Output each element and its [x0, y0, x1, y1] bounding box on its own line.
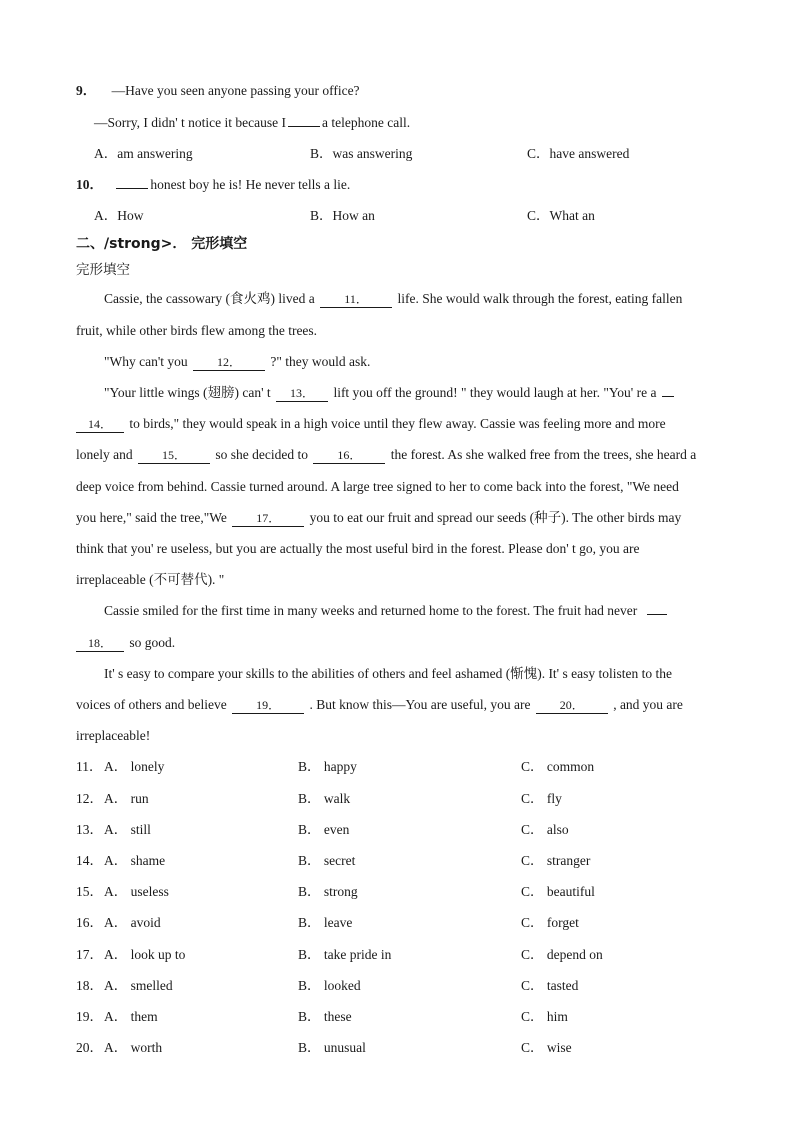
- option-row-15: [76, 882, 756, 902]
- option-a[interactable]: A． shame: [104, 853, 166, 868]
- option-c[interactable]: C． forget: [521, 915, 579, 930]
- option-number: 18．: [76, 978, 103, 993]
- option-row-12: [76, 789, 756, 809]
- passage-line-14: [76, 695, 756, 715]
- option-c[interactable]: C． stranger: [521, 853, 591, 868]
- option-a[interactable]: A． useless: [104, 884, 169, 899]
- option-b[interactable]: B． leave: [298, 915, 353, 930]
- option-c[interactable]: C． wise: [521, 1040, 572, 1055]
- option-a[interactable]: A． smelled: [104, 978, 173, 993]
- option-b[interactable]: B． walk: [298, 791, 351, 806]
- option-a[interactable]: A． run: [104, 791, 149, 806]
- passage-line-3: [104, 352, 756, 372]
- q10-option-b[interactable]: B．How an: [310, 208, 375, 223]
- passage-text: , and you are: [613, 697, 683, 712]
- option-row-13: [76, 820, 756, 840]
- q10-prompt: honest boy he is! He never tells a lie.: [150, 177, 351, 192]
- passage-line-4: [104, 383, 756, 403]
- q9-option-c[interactable]: C．have answered: [527, 146, 630, 161]
- passage-text: so good.: [129, 635, 176, 650]
- option-a[interactable]: A． them: [104, 1009, 158, 1024]
- option-number: 15．: [76, 884, 103, 899]
- blank-14-start: [662, 396, 674, 397]
- option-b[interactable]: B． take pride in: [298, 947, 392, 962]
- option-c[interactable]: C． tasted: [521, 978, 579, 993]
- passage-text: Cassie smiled for the first time in many weeks and returned home to the forest. The fruit had never: [104, 603, 638, 618]
- option-c[interactable]: C． common: [521, 759, 595, 774]
- blank-17[interactable]: 17．: [232, 510, 304, 527]
- passage-text: lift you off the ground! " they would laugh at her. "You' re a: [333, 385, 657, 400]
- option-b[interactable]: B． looked: [298, 978, 361, 993]
- blank-15[interactable]: 15．: [138, 447, 210, 464]
- q9-option-b[interactable]: B．was answering: [310, 146, 413, 161]
- passage-line-8: [76, 508, 756, 528]
- option-number: 12．: [76, 791, 103, 806]
- q9-line2: [94, 113, 774, 133]
- option-b[interactable]: B． even: [298, 822, 350, 837]
- q9-line2-pre: —Sorry, I didn' t notice it because I: [94, 115, 287, 130]
- section-subheading: 完形填空: [76, 262, 130, 278]
- blank-12[interactable]: 12．: [193, 354, 265, 371]
- blank-18-start: [647, 614, 667, 615]
- option-number: 13．: [76, 822, 103, 837]
- option-b[interactable]: B． happy: [298, 759, 357, 774]
- option-row-11: [76, 757, 756, 777]
- option-number: 20．: [76, 1040, 103, 1055]
- option-a[interactable]: A． worth: [104, 1040, 163, 1055]
- passage-line-12: [76, 633, 756, 653]
- passage-text: lonely and: [76, 447, 133, 462]
- passage-text: you to eat our fruit and spread our seeds (种子). The other birds may: [309, 510, 682, 525]
- passage-text: to birds," they would speak in a high voice until they flew away. Cassie was feeling more and more: [129, 416, 666, 431]
- option-row-20: [76, 1038, 756, 1058]
- passage-text: so she decided to: [215, 447, 308, 462]
- passage-text: the forest. As she walked free from the trees, she heard a: [390, 447, 697, 462]
- passage-line-15: irreplaceable!: [76, 728, 151, 743]
- blank-11[interactable]: 11．: [320, 291, 392, 308]
- q10-line: [76, 175, 756, 195]
- passage-line-10: irreplaceable (不可替代). ": [76, 572, 225, 587]
- option-row-16: [76, 913, 756, 933]
- option-row-14: [76, 851, 756, 871]
- q9-options: [76, 144, 756, 164]
- passage-text: . But know this—You are useful, you are: [309, 697, 531, 712]
- passage-line-9: think that you' re useless, but you are actually the most useful bird in the forest. Please don' t go, you are: [76, 541, 640, 556]
- option-number: 19．: [76, 1009, 103, 1024]
- option-b[interactable]: B． strong: [298, 884, 358, 899]
- passage-line-11: [104, 601, 756, 621]
- option-a[interactable]: A． still: [104, 822, 151, 837]
- option-a[interactable]: A． avoid: [104, 915, 161, 930]
- passage-text: you here," said the tree,"We: [76, 510, 227, 525]
- option-row-18: [76, 976, 756, 996]
- option-b[interactable]: B． secret: [298, 853, 356, 868]
- blank-19[interactable]: 19．: [232, 697, 304, 714]
- section-heading: 二、/strong>． 完形填空: [76, 236, 248, 252]
- passage-text: voices of others and believe: [76, 697, 227, 712]
- option-row-19: [76, 1007, 756, 1027]
- q9-blank: [288, 126, 320, 127]
- blank-16[interactable]: 16．: [313, 447, 385, 464]
- passage-line-2: fruit, while other birds flew among the trees.: [76, 323, 318, 338]
- q10-option-a[interactable]: A．How: [94, 208, 144, 223]
- option-number: 11．: [76, 759, 103, 774]
- q10-blank: [116, 188, 148, 189]
- option-c[interactable]: C． beautiful: [521, 884, 595, 899]
- option-c[interactable]: C． him: [521, 1009, 568, 1024]
- option-a[interactable]: A． look up to: [104, 947, 186, 962]
- option-c[interactable]: C． depend on: [521, 947, 603, 962]
- option-b[interactable]: B． unusual: [298, 1040, 366, 1055]
- q10-options: [76, 206, 756, 226]
- passage-text: Cassie, the cassowary (食火鸡) lived a: [104, 291, 315, 306]
- passage-line-1: [104, 289, 756, 309]
- passage-text: life. She would walk through the forest, eating fallen: [397, 291, 683, 306]
- option-row-17: [76, 945, 756, 965]
- passage-text: ?" they would ask.: [270, 354, 371, 369]
- q9-number: 9．: [76, 83, 97, 98]
- passage-line-7: deep voice from behind. Cassie turned around. A large tree signed to her to come back into the forest, "We need: [76, 479, 679, 494]
- blank-20[interactable]: 20．: [536, 697, 608, 714]
- passage-line-13: It' s easy to compare your skills to the abilities of others and feel ashamed (惭愧). It' s easy tolisten to the: [104, 666, 672, 681]
- option-c[interactable]: C． fly: [521, 791, 562, 806]
- option-c[interactable]: C． also: [521, 822, 569, 837]
- q9-line1: [76, 81, 756, 101]
- q9-prompt: —Have you seen anyone passing your office?: [111, 83, 360, 98]
- passage-text: "Your little wings (翅膀) can' t: [104, 385, 271, 400]
- option-a[interactable]: A． lonely: [104, 759, 165, 774]
- q9-line2-post: a telephone call.: [322, 115, 411, 130]
- q9-option-a[interactable]: A．am answering: [94, 146, 193, 161]
- q10-option-c[interactable]: C．What an: [527, 208, 595, 223]
- passage-text: "Why can't you: [104, 354, 188, 369]
- option-number: 17．: [76, 947, 103, 962]
- option-b[interactable]: B． these: [298, 1009, 352, 1024]
- passage-line-6: [76, 445, 756, 465]
- option-number: 16．: [76, 915, 103, 930]
- q10-number: 10．: [76, 177, 103, 192]
- blank-14[interactable]: 14．: [76, 416, 124, 433]
- option-number: 14．: [76, 853, 103, 868]
- passage-line-5: [76, 414, 756, 434]
- blank-18[interactable]: 18．: [76, 635, 124, 652]
- blank-13[interactable]: 13．: [276, 385, 328, 402]
